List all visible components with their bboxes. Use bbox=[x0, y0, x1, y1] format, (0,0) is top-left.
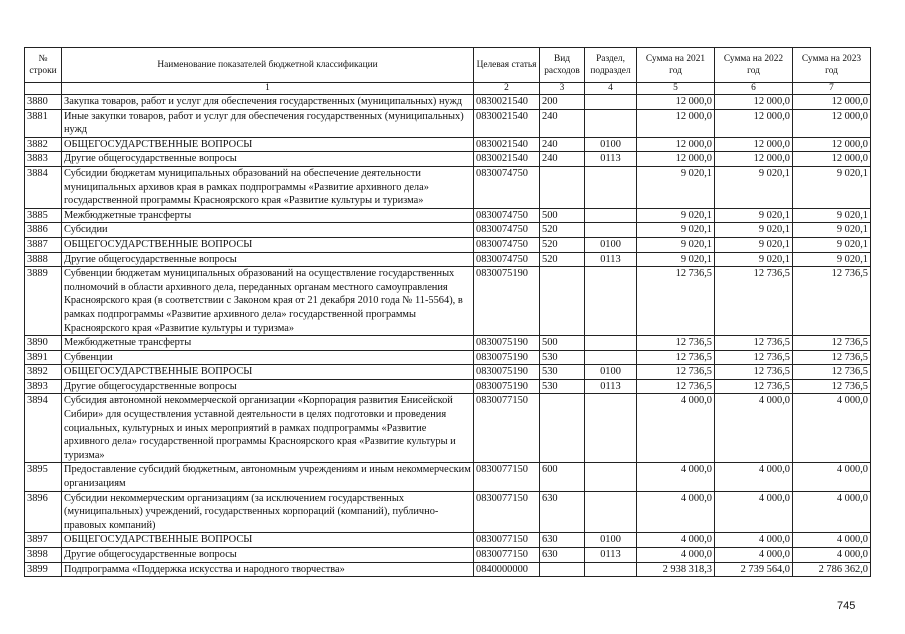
expense-type bbox=[540, 267, 585, 336]
sum-2021: 9 020,1 bbox=[637, 237, 715, 252]
header-sum-2022: Сумма на 2022 год bbox=[715, 48, 793, 83]
sum-2021: 12 736,5 bbox=[637, 365, 715, 380]
sum-2021: 9 020,1 bbox=[637, 208, 715, 223]
sum-2022: 4 000,0 bbox=[715, 491, 793, 533]
sum-2023: 4 000,0 bbox=[793, 463, 871, 491]
row-name: Межбюджетные трансферты bbox=[62, 208, 474, 223]
col-number: 4 bbox=[585, 83, 637, 95]
sum-2022: 4 000,0 bbox=[715, 463, 793, 491]
table-row bbox=[25, 137, 871, 152]
section-code: 0100 bbox=[585, 365, 637, 380]
sum-2021: 4 000,0 bbox=[637, 394, 715, 463]
row-number: 3896 bbox=[25, 491, 62, 533]
target-article: 0830021540 bbox=[474, 109, 540, 137]
sum-2022: 12 736,5 bbox=[715, 365, 793, 380]
target-article: 0830021540 bbox=[474, 137, 540, 152]
table-row bbox=[25, 463, 871, 491]
expense-type: 500 bbox=[540, 336, 585, 351]
expense-type: 520 bbox=[540, 237, 585, 252]
table-row bbox=[25, 350, 871, 365]
section-code: 0113 bbox=[585, 252, 637, 267]
section-code bbox=[585, 223, 637, 238]
expense-type: 240 bbox=[540, 137, 585, 152]
row-number: 3897 bbox=[25, 533, 62, 548]
sum-2023: 12 000,0 bbox=[793, 109, 871, 137]
row-number: 3889 bbox=[25, 267, 62, 336]
sum-2021: 4 000,0 bbox=[637, 533, 715, 548]
target-article: 0840000000 bbox=[474, 562, 540, 577]
section-code bbox=[585, 491, 637, 533]
sum-2022: 12 736,5 bbox=[715, 379, 793, 394]
sum-2023: 12 736,5 bbox=[793, 336, 871, 351]
sum-2023: 12 736,5 bbox=[793, 267, 871, 336]
expense-type: 240 bbox=[540, 109, 585, 137]
sum-2022: 4 000,0 bbox=[715, 533, 793, 548]
sum-2023: 4 000,0 bbox=[793, 394, 871, 463]
section-code: 0100 bbox=[585, 137, 637, 152]
expense-type: 630 bbox=[540, 491, 585, 533]
section-code bbox=[585, 166, 637, 208]
row-number: 3898 bbox=[25, 548, 62, 563]
expense-type: 630 bbox=[540, 533, 585, 548]
sum-2022: 4 000,0 bbox=[715, 548, 793, 563]
row-name: Субсидии bbox=[62, 223, 474, 238]
expense-type: 630 bbox=[540, 548, 585, 563]
table-row bbox=[25, 95, 871, 110]
sum-2023: 4 000,0 bbox=[793, 533, 871, 548]
target-article: 0830075190 bbox=[474, 365, 540, 380]
row-number: 3886 bbox=[25, 223, 62, 238]
table-row bbox=[25, 394, 871, 463]
row-name: Подпрограмма «Поддержка искусства и народного творчества» bbox=[62, 562, 474, 577]
row-number: 3890 bbox=[25, 336, 62, 351]
row-name: Другие общегосударственные вопросы bbox=[62, 152, 474, 167]
expense-type: 200 bbox=[540, 95, 585, 110]
row-number: 3883 bbox=[25, 152, 62, 167]
col-number bbox=[25, 83, 62, 95]
sum-2023: 12 736,5 bbox=[793, 379, 871, 394]
expense-type: 520 bbox=[540, 223, 585, 238]
header-row-number: № строки bbox=[25, 48, 62, 83]
section-code: 0113 bbox=[585, 379, 637, 394]
row-number: 3899 bbox=[25, 562, 62, 577]
sum-2021: 12 736,5 bbox=[637, 267, 715, 336]
target-article: 0830075190 bbox=[474, 267, 540, 336]
expense-type: 530 bbox=[540, 365, 585, 380]
sum-2022: 2 739 564,0 bbox=[715, 562, 793, 577]
row-name: ОБЩЕГОСУДАРСТВЕННЫЕ ВОПРОСЫ bbox=[62, 237, 474, 252]
section-code: 0113 bbox=[585, 152, 637, 167]
col-number: 1 bbox=[62, 83, 474, 95]
row-name: Субсидия автономной некоммерческой организации «Корпорация развития Енисейской Сибири» для осуществления уставной деятельности в целях подготовки и проведения социальных, культурных и иных мероприятий в рамках подпрограммы «Развитие архивного дела» государственной программы Красноярского края «Развитие культуры и туризма» bbox=[62, 394, 474, 463]
table-row bbox=[25, 548, 871, 563]
row-number: 3891 bbox=[25, 350, 62, 365]
header-target-article: Целевая статья bbox=[474, 48, 540, 83]
sum-2022: 4 000,0 bbox=[715, 394, 793, 463]
sum-2022: 12 000,0 bbox=[715, 152, 793, 167]
table-row bbox=[25, 533, 871, 548]
header-sum-2023: Сумма на 2023 год bbox=[793, 48, 871, 83]
table-row bbox=[25, 379, 871, 394]
sum-2023: 2 786 362,0 bbox=[793, 562, 871, 577]
table-row bbox=[25, 208, 871, 223]
header-name: Наименование показателей бюджетной классификации bbox=[62, 48, 474, 83]
table-row bbox=[25, 166, 871, 208]
row-name: Предоставление субсидий бюджетным, автономным учреждениям и иным некоммерческим организациям bbox=[62, 463, 474, 491]
table-body bbox=[25, 95, 871, 577]
sum-2022: 9 020,1 bbox=[715, 166, 793, 208]
row-number: 3887 bbox=[25, 237, 62, 252]
section-code: 0100 bbox=[585, 237, 637, 252]
section-code: 0100 bbox=[585, 533, 637, 548]
row-number: 3893 bbox=[25, 379, 62, 394]
col-number: 6 bbox=[715, 83, 793, 95]
sum-2022: 9 020,1 bbox=[715, 237, 793, 252]
col-number: 5 bbox=[637, 83, 715, 95]
sum-2022: 12 000,0 bbox=[715, 109, 793, 137]
row-number: 3894 bbox=[25, 394, 62, 463]
row-number: 3880 bbox=[25, 95, 62, 110]
section-code bbox=[585, 562, 637, 577]
sum-2023: 9 020,1 bbox=[793, 252, 871, 267]
row-number: 3885 bbox=[25, 208, 62, 223]
target-article: 0830077150 bbox=[474, 463, 540, 491]
sum-2022: 12 736,5 bbox=[715, 350, 793, 365]
sum-2021: 12 736,5 bbox=[637, 350, 715, 365]
header-sum-2021: Сумма на 2021 год bbox=[637, 48, 715, 83]
expense-type: 600 bbox=[540, 463, 585, 491]
row-number: 3888 bbox=[25, 252, 62, 267]
sum-2023: 12 000,0 bbox=[793, 152, 871, 167]
row-number: 3884 bbox=[25, 166, 62, 208]
row-name: Другие общегосударственные вопросы bbox=[62, 252, 474, 267]
sum-2023: 4 000,0 bbox=[793, 491, 871, 533]
section-code bbox=[585, 267, 637, 336]
sum-2021: 12 736,5 bbox=[637, 336, 715, 351]
target-article: 0830021540 bbox=[474, 95, 540, 110]
column-numbers-row bbox=[25, 83, 871, 95]
target-article: 0830077150 bbox=[474, 548, 540, 563]
expense-type: 240 bbox=[540, 152, 585, 167]
sum-2023: 9 020,1 bbox=[793, 223, 871, 238]
row-name: Другие общегосударственные вопросы bbox=[62, 379, 474, 394]
row-name: Межбюджетные трансферты bbox=[62, 336, 474, 351]
row-number: 3882 bbox=[25, 137, 62, 152]
sum-2023: 12 736,5 bbox=[793, 350, 871, 365]
table-row bbox=[25, 109, 871, 137]
row-name: Субвенции bbox=[62, 350, 474, 365]
target-article: 0830074750 bbox=[474, 166, 540, 208]
target-article: 0830075190 bbox=[474, 379, 540, 394]
sum-2022: 9 020,1 bbox=[715, 252, 793, 267]
expense-type bbox=[540, 394, 585, 463]
sum-2022: 12 000,0 bbox=[715, 95, 793, 110]
row-name: Закупка товаров, работ и услуг для обеспечения государственных (муниципальных) нужд bbox=[62, 95, 474, 110]
sum-2023: 9 020,1 bbox=[793, 166, 871, 208]
target-article: 0830077150 bbox=[474, 394, 540, 463]
table-row bbox=[25, 365, 871, 380]
sum-2021: 12 736,5 bbox=[637, 379, 715, 394]
sum-2021: 4 000,0 bbox=[637, 548, 715, 563]
expense-type bbox=[540, 562, 585, 577]
sum-2022: 9 020,1 bbox=[715, 208, 793, 223]
sum-2023: 4 000,0 bbox=[793, 548, 871, 563]
sum-2022: 12 736,5 bbox=[715, 267, 793, 336]
section-code bbox=[585, 394, 637, 463]
section-code bbox=[585, 95, 637, 110]
sum-2021: 9 020,1 bbox=[637, 252, 715, 267]
target-article: 0830075190 bbox=[474, 350, 540, 365]
target-article: 0830075190 bbox=[474, 336, 540, 351]
col-number: 7 bbox=[793, 83, 871, 95]
section-code bbox=[585, 208, 637, 223]
header-section: Раздел, подраздел bbox=[585, 48, 637, 83]
expense-type bbox=[540, 166, 585, 208]
sum-2021: 12 000,0 bbox=[637, 109, 715, 137]
row-name: Иные закупки товаров, работ и услуг для обеспечения государственных (муниципальных) нужд bbox=[62, 109, 474, 137]
table-row bbox=[25, 562, 871, 577]
sum-2021: 9 020,1 bbox=[637, 166, 715, 208]
row-number: 3881 bbox=[25, 109, 62, 137]
row-number: 3892 bbox=[25, 365, 62, 380]
row-name: ОБЩЕГОСУДАРСТВЕННЫЕ ВОПРОСЫ bbox=[62, 533, 474, 548]
sum-2023: 9 020,1 bbox=[793, 237, 871, 252]
table-row bbox=[25, 252, 871, 267]
row-name: ОБЩЕГОСУДАРСТВЕННЫЕ ВОПРОСЫ bbox=[62, 365, 474, 380]
sum-2021: 12 000,0 bbox=[637, 137, 715, 152]
table-row bbox=[25, 336, 871, 351]
table-row bbox=[25, 152, 871, 167]
sum-2021: 12 000,0 bbox=[637, 95, 715, 110]
sum-2023: 12 000,0 bbox=[793, 95, 871, 110]
section-code bbox=[585, 463, 637, 491]
sum-2021: 9 020,1 bbox=[637, 223, 715, 238]
sum-2021: 4 000,0 bbox=[637, 491, 715, 533]
row-name: Другие общегосударственные вопросы bbox=[62, 548, 474, 563]
col-number: 3 bbox=[540, 83, 585, 95]
target-article: 0830077150 bbox=[474, 533, 540, 548]
section-code bbox=[585, 350, 637, 365]
table-row bbox=[25, 491, 871, 533]
col-number: 2 bbox=[474, 83, 540, 95]
target-article: 0830074750 bbox=[474, 223, 540, 238]
table-row bbox=[25, 267, 871, 336]
table-row bbox=[25, 237, 871, 252]
expense-type: 530 bbox=[540, 350, 585, 365]
sum-2021: 2 938 318,3 bbox=[637, 562, 715, 577]
sum-2021: 12 000,0 bbox=[637, 152, 715, 167]
expense-type: 530 bbox=[540, 379, 585, 394]
sum-2021: 4 000,0 bbox=[637, 463, 715, 491]
target-article: 0830077150 bbox=[474, 491, 540, 533]
row-name: ОБЩЕГОСУДАРСТВЕННЫЕ ВОПРОСЫ bbox=[62, 137, 474, 152]
sum-2022: 12 736,5 bbox=[715, 336, 793, 351]
expense-type: 520 bbox=[540, 252, 585, 267]
page-number: 745 bbox=[837, 600, 856, 612]
row-number: 3895 bbox=[25, 463, 62, 491]
section-code bbox=[585, 109, 637, 137]
header-row bbox=[25, 48, 871, 83]
sum-2022: 12 000,0 bbox=[715, 137, 793, 152]
table-row bbox=[25, 223, 871, 238]
section-code bbox=[585, 336, 637, 351]
row-name: Субвенции бюджетам муниципальных образований на осуществление государственных полномочий в области архивного дела, переданных органам местного самоуправления Красноярского края (в соответствии с Законом края от 21 декабря 2010 года № 11-5564), в рамках подпрограммы «Развитие архивного дела» государственной программы Красноярского края «Развитие культуры и туризма» bbox=[62, 267, 474, 336]
expense-type: 500 bbox=[540, 208, 585, 223]
sum-2023: 9 020,1 bbox=[793, 208, 871, 223]
budget-table bbox=[24, 47, 871, 577]
target-article: 0830074750 bbox=[474, 208, 540, 223]
section-code: 0113 bbox=[585, 548, 637, 563]
target-article: 0830021540 bbox=[474, 152, 540, 167]
target-article: 0830074750 bbox=[474, 252, 540, 267]
header-expense-type: Вид расходов bbox=[540, 48, 585, 83]
sum-2023: 12 000,0 bbox=[793, 137, 871, 152]
sum-2022: 9 020,1 bbox=[715, 223, 793, 238]
target-article: 0830074750 bbox=[474, 237, 540, 252]
row-name: Субсидии бюджетам муниципальных образований на обеспечение деятельности муниципальных архивов края в рамках подпрограммы «Развитие архивного дела» государственной программы Красноярского края «Развитие культуры и туризма» bbox=[62, 166, 474, 208]
sum-2023: 12 736,5 bbox=[793, 365, 871, 380]
row-name: Субсидии некоммерческим организациям (за исключением государственных (муниципальных) учреждений, государственных корпораций (компаний), публично-правовых компаний) bbox=[62, 491, 474, 533]
